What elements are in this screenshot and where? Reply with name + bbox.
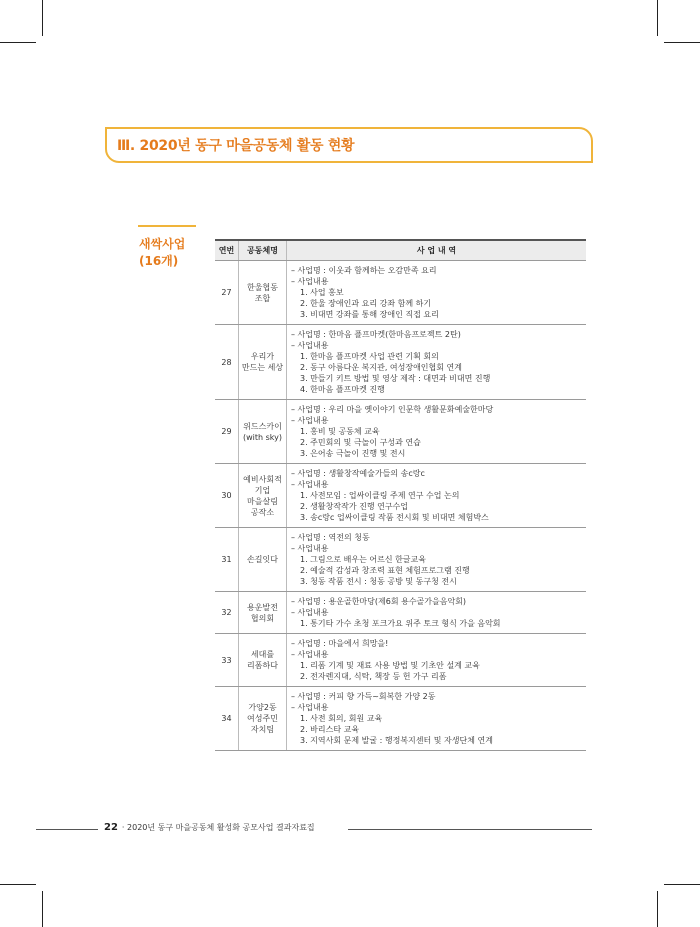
org-cell — [239, 592, 287, 634]
header-no: 연번 — [215, 240, 239, 261]
row-number: 27 — [215, 261, 239, 325]
footer-separator: · — [121, 823, 125, 832]
org-cell — [239, 687, 287, 751]
detail-line: 3. 은어송 극놀이 진행 및 전시 — [300, 449, 406, 458]
table-body — [215, 261, 586, 751]
detail-cell — [287, 464, 587, 528]
crop-mark-top-left-h — [0, 42, 36, 43]
detail-line: 3. 송c랑c 업싸이클링 작품 전시회 및 비대면 체험박스 — [300, 513, 489, 522]
crop-mark-bottom-right — [657, 891, 658, 927]
page-number: 22 — [104, 822, 118, 833]
crop-mark-bottom-right-h — [664, 884, 700, 885]
detail-line: 2. 전자렌지대, 식탁, 책장 등 헌 가구 리폼 — [300, 672, 447, 681]
table-row — [215, 400, 586, 464]
table-row — [215, 592, 586, 634]
table-row — [215, 634, 586, 687]
detail-line: 1. 사전모임 : 업싸이클링 주제 연구 수업 논의 — [300, 491, 460, 500]
org-cell — [239, 528, 287, 592]
org-name: 예비사회적 기업 마을살림 공작소 — [243, 474, 282, 517]
row-number: 28 — [215, 325, 239, 400]
detail-line: – 사업명 : 우리 마을 옛이야기 인문학 생활문화예술한마당 — [291, 405, 494, 414]
detail-line: – 사업내용 — [291, 703, 329, 712]
detail-line: 3. 지역사회 문제 발굴 : 행정복지센터 및 자생단체 연계 — [300, 736, 493, 745]
header-org: 공동체명 — [239, 240, 287, 261]
detail-line: 4. 한마음 플프마켓 진행 — [300, 385, 385, 394]
detail-line: – 사업내용 — [291, 544, 329, 553]
category-title: 새싹사업 — [139, 237, 186, 251]
detail-line: – 사업내용 — [291, 341, 329, 350]
row-number: 33 — [215, 634, 239, 687]
footer-rule-left — [36, 829, 98, 830]
table-row — [215, 687, 586, 751]
section-title-bar — [105, 127, 593, 163]
project-table — [215, 239, 586, 751]
detail-line: 3. 만들기 키트 방법 및 영상 제작 : 대면과 비대면 진행 — [300, 374, 491, 383]
detail-line: 1. 한마음 플프마켓 사업 관련 기획 회의 — [300, 352, 439, 361]
detail-line: – 사업명 : 한마음 플프마켓(한마음프로젝트 2탄) — [291, 330, 461, 339]
header-detail: 사 업 내 역 — [287, 240, 587, 261]
category-count: (16개) — [139, 254, 179, 268]
detail-line: 2. 예술적 감성과 창조력 표현 체험프로그램 진행 — [300, 566, 470, 575]
detail-line: 2. 생활창작작가 진행 연구수업 — [300, 502, 408, 511]
category-rule — [138, 225, 196, 227]
org-name: 우리가 만드는 세상 — [241, 352, 284, 372]
org-cell — [239, 325, 287, 400]
table-row — [215, 261, 586, 325]
org-cell — [239, 261, 287, 325]
detail-line: 2. 주민회의 및 극놀이 구성과 연습 — [300, 438, 421, 447]
crop-mark-top-right — [657, 0, 658, 36]
row-number: 31 — [215, 528, 239, 592]
category-label — [139, 236, 185, 270]
table-row — [215, 325, 586, 400]
detail-line: 2. 동구 아름다운 복지관, 여성장애인협회 연계 — [300, 363, 462, 372]
detail-line: – 사업명 : 용운골한마당(제6회 용수골가을음악회) — [291, 597, 467, 606]
row-number: 32 — [215, 592, 239, 634]
row-number: 29 — [215, 400, 239, 464]
detail-line: – 사업내용 — [291, 277, 329, 286]
detail-cell — [287, 592, 587, 634]
org-cell — [239, 634, 287, 687]
detail-cell — [287, 528, 587, 592]
section-title: Ⅲ. 2020년 동구 마을공동체 활동 현황 — [117, 138, 355, 154]
detail-line: – 사업명 : 역전의 청동 — [291, 533, 370, 542]
detail-line: – 사업명 : 커피 향 가득~회복한 가양 2동 — [291, 692, 436, 701]
org-cell — [239, 400, 287, 464]
table-row — [215, 464, 586, 528]
table-row — [215, 528, 586, 592]
row-number: 34 — [215, 687, 239, 751]
detail-line: – 사업내용 — [291, 416, 329, 425]
detail-cell — [287, 687, 587, 751]
detail-line: – 사업명 : 생활창작예술가들의 송c랑c — [291, 469, 425, 478]
detail-line: 2. 바리스타 교육 — [300, 725, 360, 734]
crop-mark-bottom-left — [42, 891, 43, 927]
detail-line: – 사업명 : 마을에서 희망을! — [291, 639, 389, 648]
detail-cell — [287, 325, 587, 400]
detail-line: 3. 비대면 강좌를 통해 장애인 직접 요리 — [300, 310, 439, 319]
detail-line: 1. 리폼 기계 및 재료 사용 방법 및 기초안 설계 교육 — [300, 661, 480, 670]
detail-line: 3. 청동 작품 전시 : 청동 공방 및 동구청 전시 — [300, 577, 457, 586]
org-name: 손길잇다 — [247, 555, 278, 564]
org-name: 세대를 리폼하다 — [247, 650, 278, 670]
detail-line: – 사업내용 — [291, 480, 329, 489]
footer — [104, 822, 315, 833]
org-name: 가양2동 여성주민 자치팀 — [247, 703, 278, 734]
table-header-row — [215, 240, 586, 261]
org-name: 한울협동 조합 — [247, 282, 278, 303]
org-name: 용운발전 협의회 — [247, 602, 278, 623]
detail-cell — [287, 634, 587, 687]
detail-line: 1. 통기타 가수 초청 포크가요 위주 토크 형식 가을 음악회 — [300, 619, 501, 628]
crop-mark-bottom-left-h — [0, 884, 36, 885]
detail-cell — [287, 400, 587, 464]
org-cell — [239, 464, 287, 528]
crop-mark-top-right-h — [664, 42, 700, 43]
footer-rule-right — [348, 829, 592, 830]
detail-line: – 사업내용 — [291, 650, 329, 659]
detail-line: 1. 그림으로 배우는 어르신 한글교육 — [300, 555, 426, 564]
detail-line: – 사업내용 — [291, 608, 329, 617]
detail-line: 1. 홍비 및 공동체 교육 — [300, 427, 380, 436]
crop-mark-top-left — [42, 0, 43, 36]
detail-line: – 사업명 : 이웃과 함께하는 오감만족 요리 — [291, 266, 437, 275]
detail-cell — [287, 261, 587, 325]
detail-line: 1. 사전 회의, 회원 교육 — [300, 714, 383, 723]
row-number: 30 — [215, 464, 239, 528]
detail-line: 2. 한울 장애인과 요리 강좌 함께 하기 — [300, 299, 432, 308]
detail-line: 1. 사업 홍보 — [300, 288, 344, 297]
footer-title: 2020년 동구 마을공동체 활성화 공모사업 결과자료집 — [127, 823, 315, 832]
org-name: 위드스카이 (with sky) — [242, 421, 282, 442]
